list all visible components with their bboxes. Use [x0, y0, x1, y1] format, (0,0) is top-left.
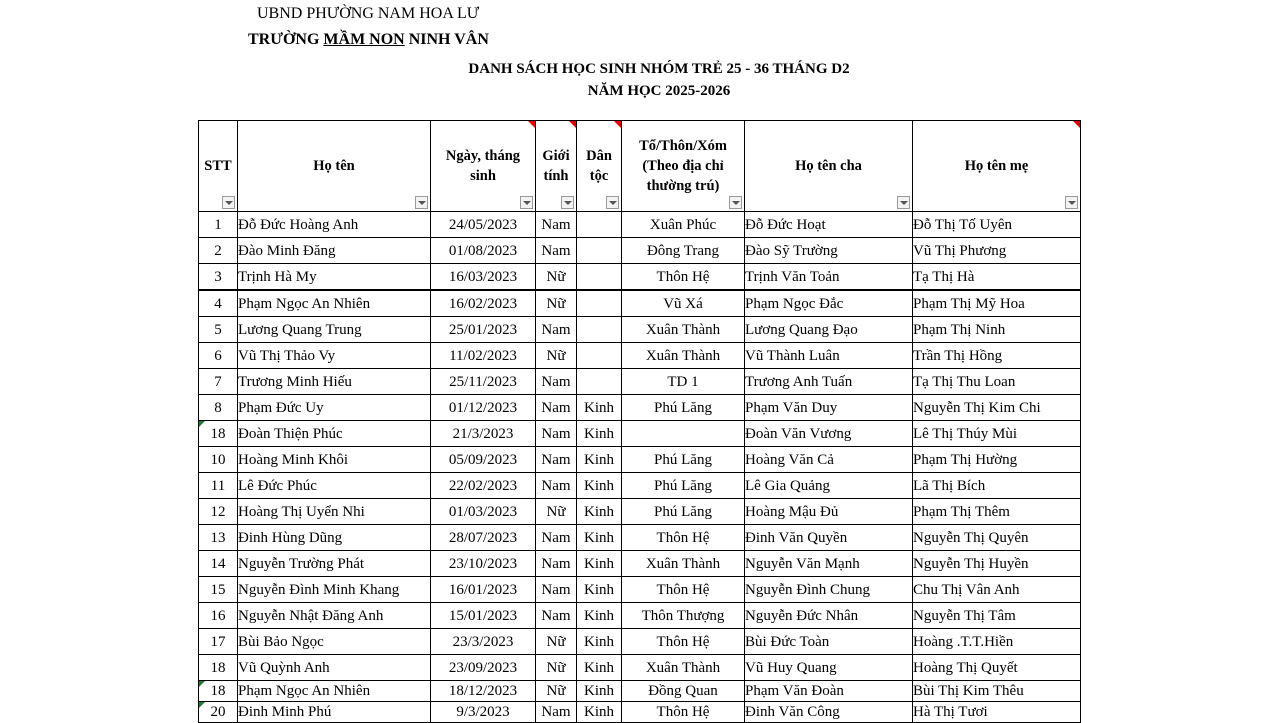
cell-father[interactable]: Đinh Văn Công: [745, 702, 913, 723]
cell-name[interactable]: Nguyễn Nhật Đăng Anh: [238, 603, 431, 629]
col-address: [622, 121, 745, 212]
cell-stt[interactable]: 12: [199, 499, 238, 525]
table-row: [199, 395, 1081, 421]
filter-dropdown-icon[interactable]: [606, 196, 619, 209]
cell-mother[interactable]: Phạm Thị Hường: [913, 447, 1081, 473]
col-stt: [199, 121, 238, 212]
cell-address[interactable]: Phú Lăng: [622, 473, 745, 499]
col-gender-label-2: tính: [543, 168, 569, 184]
cell-ethnic[interactable]: Kinh: [577, 421, 622, 447]
table-body: [199, 212, 1081, 723]
comment-indicator-icon: [614, 121, 621, 128]
cell-father[interactable]: Hoàng Văn Cả: [745, 447, 913, 473]
cell-father[interactable]: Đỗ Đức Hoạt: [745, 212, 913, 238]
cell-stt[interactable]: 1: [199, 212, 238, 238]
cell-stt[interactable]: 18: [199, 421, 238, 447]
cell-gender[interactable]: Nam: [536, 238, 577, 264]
cell-dob[interactable]: 25/01/2023: [431, 317, 536, 343]
cell-stt[interactable]: 13: [199, 525, 238, 551]
filter-dropdown-icon[interactable]: [1065, 196, 1078, 209]
cell-ethnic[interactable]: Kinh: [577, 603, 622, 629]
cell-name[interactable]: Bùi Bảo Ngọc: [238, 629, 431, 655]
cell-ethnic[interactable]: Kinh: [577, 655, 622, 681]
cell-ethnic[interactable]: Kinh: [577, 551, 622, 577]
cell-name[interactable]: Trịnh Hà My: [238, 264, 431, 291]
table-row: [199, 577, 1081, 603]
school-name: [248, 31, 489, 49]
cell-gender[interactable]: Nam: [536, 577, 577, 603]
cell-address[interactable]: Vũ Xá: [622, 290, 745, 317]
cell-address[interactable]: Thôn Hệ: [622, 525, 745, 551]
cell-stt[interactable]: 17: [199, 629, 238, 655]
cell-ethnic[interactable]: Kinh: [577, 525, 622, 551]
cell-address[interactable]: Xuân Phúc: [622, 212, 745, 238]
error-indicator-icon: [199, 702, 205, 708]
cell-stt[interactable]: 15: [199, 577, 238, 603]
cell-gender[interactable]: Nữ: [536, 290, 577, 317]
col-name-label: Họ tên: [313, 158, 355, 174]
cell-dob[interactable]: 05/09/2023: [431, 447, 536, 473]
cell-gender[interactable]: Nam: [536, 447, 577, 473]
cell-father[interactable]: Phạm Văn Đoàn: [745, 681, 913, 702]
cell-father[interactable]: Hoàng Mậu Đủ: [745, 499, 913, 525]
col-ethnic-label-2: tộc: [589, 168, 609, 184]
cell-ethnic[interactable]: Kinh: [577, 577, 622, 603]
table-row: [199, 525, 1081, 551]
cell-mother[interactable]: Nguyễn Thị Quyên: [913, 525, 1081, 551]
filter-dropdown-icon[interactable]: [729, 196, 742, 209]
cell-ethnic[interactable]: [577, 212, 622, 238]
cell-ethnic[interactable]: [577, 290, 622, 317]
cell-father[interactable]: Đoàn Văn Vương: [745, 421, 913, 447]
header-row: [199, 121, 1081, 212]
comment-indicator-icon: [528, 121, 535, 128]
cell-stt[interactable]: 16: [199, 603, 238, 629]
table-row: [199, 447, 1081, 473]
cell-dob[interactable]: 22/02/2023: [431, 473, 536, 499]
filter-dropdown-icon[interactable]: [897, 196, 910, 209]
col-father-label: Họ tên cha: [795, 158, 862, 174]
cell-address[interactable]: Đông Trang: [622, 238, 745, 264]
cell-name[interactable]: Hoàng Minh Khôi: [238, 447, 431, 473]
school-prefix: TRƯỜNG: [248, 31, 324, 48]
cell-mother[interactable]: Đỗ Thị Tố Uyên: [913, 212, 1081, 238]
cell-stt[interactable]: 11: [199, 473, 238, 499]
cell-name[interactable]: Đinh Minh Phú: [238, 702, 431, 723]
cell-address[interactable]: Thôn Thượng: [622, 603, 745, 629]
school-year: NĂM HỌC 2025-2026: [587, 83, 731, 99]
cell-gender[interactable]: Nam: [536, 603, 577, 629]
cell-gender[interactable]: Nam: [536, 525, 577, 551]
cell-name[interactable]: Đào Minh Đăng: [238, 238, 431, 264]
cell-stt[interactable]: 20: [199, 702, 238, 723]
cell-address[interactable]: Xuân Thành: [622, 343, 745, 369]
col-dob-label-2: sinh: [470, 168, 496, 184]
cell-father[interactable]: Trương Anh Tuấn: [745, 369, 913, 395]
table-row: [199, 290, 1081, 317]
table-row: [199, 421, 1081, 447]
error-indicator-icon: [199, 421, 205, 427]
cell-name[interactable]: Đinh Hùng Dũng: [238, 525, 431, 551]
comment-indicator-icon: [569, 121, 576, 128]
table-row: [199, 238, 1081, 264]
org-name: UBND PHƯỜNG NAM HOA LƯ: [257, 5, 480, 22]
cell-address[interactable]: Thôn Hệ: [622, 264, 745, 291]
col-ethnic: [577, 121, 622, 212]
document-title: DANH SÁCH HỌC SINH NHÓM TRẺ 25 - 36 THÁNG D2: [468, 61, 850, 77]
cell-gender[interactable]: Nữ: [536, 681, 577, 702]
cell-mother[interactable]: Nguyễn Thị Huyền: [913, 551, 1081, 577]
cell-dob[interactable]: 16/01/2023: [431, 577, 536, 603]
school-mid: MẦM NON: [323, 31, 405, 48]
cell-address[interactable]: Phú Lăng: [622, 499, 745, 525]
cell-ethnic[interactable]: [577, 264, 622, 291]
cell-mother[interactable]: Tạ Thị Thu Loan: [913, 369, 1081, 395]
cell-dob[interactable]: 23/09/2023: [431, 655, 536, 681]
col-dob-label-1: Ngày, tháng: [445, 148, 521, 164]
cell-gender[interactable]: Nam: [536, 473, 577, 499]
cell-mother[interactable]: Phạm Thị Ninh: [913, 317, 1081, 343]
table-row: [199, 369, 1081, 395]
cell-mother[interactable]: Hoàng .T.T.Hiền: [913, 629, 1081, 655]
table-row: [199, 317, 1081, 343]
cell-name[interactable]: Lương Quang Trung: [238, 317, 431, 343]
cell-father[interactable]: Trịnh Văn Toản: [745, 264, 913, 291]
cell-mother[interactable]: Nguyễn Thị Kim Chi: [913, 395, 1081, 421]
filter-dropdown-icon[interactable]: [520, 196, 533, 209]
cell-gender[interactable]: Nữ: [536, 499, 577, 525]
cell-gender[interactable]: Nam: [536, 702, 577, 723]
cell-name[interactable]: Lê Đức Phúc: [238, 473, 431, 499]
cell-mother[interactable]: Bùi Thị Kim Thêu: [913, 681, 1081, 702]
cell-address[interactable]: [622, 421, 745, 447]
cell-address[interactable]: Thôn Hệ: [622, 702, 745, 723]
table-row: [199, 681, 1081, 702]
cell-stt[interactable]: 4: [199, 290, 238, 317]
cell-name[interactable]: Đỗ Đức Hoàng Anh: [238, 212, 431, 238]
col-address-label-3: thường trú): [646, 178, 720, 194]
cell-father[interactable]: Lê Gia Quảng: [745, 473, 913, 499]
cell-address[interactable]: TD 1: [622, 369, 745, 395]
cell-mother[interactable]: Trần Thị Hồng: [913, 343, 1081, 369]
cell-stt[interactable]: 7: [199, 369, 238, 395]
table-row: [199, 603, 1081, 629]
cell-address[interactable]: Xuân Thành: [622, 551, 745, 577]
cell-stt[interactable]: 10: [199, 447, 238, 473]
cell-father[interactable]: Vũ Thành Luân: [745, 343, 913, 369]
cell-ethnic[interactable]: [577, 238, 622, 264]
cell-dob[interactable]: 16/02/2023: [431, 290, 536, 317]
filter-dropdown-icon[interactable]: [222, 196, 235, 209]
cell-address[interactable]: Phú Lăng: [622, 395, 745, 421]
cell-mother[interactable]: Nguyễn Thị Tâm: [913, 603, 1081, 629]
cell-dob[interactable]: 01/08/2023: [431, 238, 536, 264]
cell-dob[interactable]: 11/02/2023: [431, 343, 536, 369]
table-row: [199, 655, 1081, 681]
cell-father[interactable]: Nguyễn Đình Chung: [745, 577, 913, 603]
col-stt-label: STT: [204, 158, 232, 174]
cell-name[interactable]: Nguyễn Trường Phát: [238, 551, 431, 577]
cell-ethnic[interactable]: Kinh: [577, 681, 622, 702]
cell-father[interactable]: Bùi Đức Toàn: [745, 629, 913, 655]
cell-stt[interactable]: 3: [199, 264, 238, 291]
table-row: [199, 212, 1081, 238]
cell-mother[interactable]: Lê Thị Thúy Mùi: [913, 421, 1081, 447]
table-row: [199, 551, 1081, 577]
cell-stt[interactable]: 8: [199, 395, 238, 421]
cell-ethnic[interactable]: Kinh: [577, 629, 622, 655]
cell-name[interactable]: Hoàng Thị Uyển Nhi: [238, 499, 431, 525]
cell-name[interactable]: Vũ Quỳnh Anh: [238, 655, 431, 681]
cell-name[interactable]: Trương Minh Hiếu: [238, 369, 431, 395]
cell-name[interactable]: Đoàn Thiện Phúc: [238, 421, 431, 447]
cell-dob[interactable]: 15/01/2023: [431, 603, 536, 629]
cell-mother[interactable]: Hà Thị Tươi: [913, 702, 1081, 723]
table-row: [199, 629, 1081, 655]
cell-stt[interactable]: 2: [199, 238, 238, 264]
cell-gender[interactable]: Nam: [536, 212, 577, 238]
col-father: [745, 121, 913, 212]
cell-gender[interactable]: Nữ: [536, 655, 577, 681]
cell-name[interactable]: Vũ Thị Thảo Vy: [238, 343, 431, 369]
col-gender-label-1: Giới: [542, 148, 570, 164]
cell-ethnic[interactable]: [577, 317, 622, 343]
cell-dob[interactable]: 28/07/2023: [431, 525, 536, 551]
cell-gender[interactable]: Nam: [536, 395, 577, 421]
col-address-label-1: Tổ/Thôn/Xóm: [639, 138, 727, 154]
cell-stt[interactable]: 14: [199, 551, 238, 577]
cell-dob[interactable]: 9/3/2023: [431, 702, 536, 723]
cell-address[interactable]: Xuân Thành: [622, 655, 745, 681]
cell-name[interactable]: Phạm Ngọc An Nhiên: [238, 290, 431, 317]
cell-name[interactable]: Nguyễn Đình Minh Khang: [238, 577, 431, 603]
cell-name[interactable]: Phạm Ngọc An Nhiên: [238, 681, 431, 702]
cell-gender[interactable]: Nam: [536, 317, 577, 343]
cell-gender[interactable]: Nữ: [536, 629, 577, 655]
cell-ethnic[interactable]: Kinh: [577, 395, 622, 421]
cell-father[interactable]: Nguyễn Văn Mạnh: [745, 551, 913, 577]
cell-address[interactable]: Phú Lăng: [622, 447, 745, 473]
cell-dob[interactable]: 16/03/2023: [431, 264, 536, 291]
comment-indicator-icon: [1073, 121, 1080, 128]
cell-mother[interactable]: Vũ Thị Phương: [913, 238, 1081, 264]
school-suffix: NINH VÂN: [404, 31, 489, 48]
cell-dob[interactable]: 23/10/2023: [431, 551, 536, 577]
cell-father[interactable]: Phạm Văn Duy: [745, 395, 913, 421]
cell-address[interactable]: Đồng Quan: [622, 681, 745, 702]
cell-dob[interactable]: 01/12/2023: [431, 395, 536, 421]
cell-dob[interactable]: 23/3/2023: [431, 629, 536, 655]
col-name: [238, 121, 431, 212]
cell-gender[interactable]: Nam: [536, 369, 577, 395]
cell-father[interactable]: Đinh Văn Quyền: [745, 525, 913, 551]
filter-dropdown-icon[interactable]: [415, 196, 428, 209]
table-row: [199, 264, 1081, 291]
cell-stt[interactable]: 5: [199, 317, 238, 343]
col-dob: [431, 121, 536, 212]
cell-dob[interactable]: 24/05/2023: [431, 212, 536, 238]
cell-stt[interactable]: 18: [199, 681, 238, 702]
cell-ethnic[interactable]: Kinh: [577, 473, 622, 499]
cell-father[interactable]: Đào Sỹ Trường: [745, 238, 913, 264]
cell-gender[interactable]: Nữ: [536, 264, 577, 291]
cell-father[interactable]: Nguyễn Đức Nhân: [745, 603, 913, 629]
table-row: [199, 702, 1081, 723]
cell-dob[interactable]: 01/03/2023: [431, 499, 536, 525]
cell-address[interactable]: Xuân Thành: [622, 317, 745, 343]
col-gender: [536, 121, 577, 212]
cell-stt[interactable]: 18: [199, 655, 238, 681]
cell-ethnic[interactable]: Kinh: [577, 702, 622, 723]
cell-father[interactable]: Lương Quang Đạo: [745, 317, 913, 343]
col-mother: [913, 121, 1081, 212]
col-mother-label: Họ tên mẹ: [964, 158, 1029, 174]
cell-address[interactable]: Thôn Hệ: [622, 577, 745, 603]
cell-dob[interactable]: 18/12/2023: [431, 681, 536, 702]
cell-gender[interactable]: Nữ: [536, 343, 577, 369]
col-address-label-2: (Theo địa chỉ: [642, 158, 724, 174]
cell-father[interactable]: Phạm Ngọc Đắc: [745, 290, 913, 317]
cell-mother[interactable]: Lã Thị Bích: [913, 473, 1081, 499]
student-table: [198, 120, 1081, 723]
filter-dropdown-icon[interactable]: [561, 196, 574, 209]
cell-mother[interactable]: Phạm Thị Mỹ Hoa: [913, 290, 1081, 317]
cell-ethnic[interactable]: [577, 343, 622, 369]
cell-stt[interactable]: 6: [199, 343, 238, 369]
cell-mother[interactable]: Chu Thị Vân Anh: [913, 577, 1081, 603]
cell-mother[interactable]: Tạ Thị Hà: [913, 264, 1081, 291]
cell-ethnic[interactable]: Kinh: [577, 499, 622, 525]
cell-mother[interactable]: Hoàng Thị Quyết: [913, 655, 1081, 681]
cell-address[interactable]: Thôn Hệ: [622, 629, 745, 655]
table-row: [199, 343, 1081, 369]
table-row: [199, 473, 1081, 499]
error-indicator-icon: [199, 681, 205, 687]
cell-gender[interactable]: Nam: [536, 551, 577, 577]
cell-name[interactable]: Phạm Đức Uy: [238, 395, 431, 421]
cell-father[interactable]: Vũ Huy Quang: [745, 655, 913, 681]
cell-dob[interactable]: 21/3/2023: [431, 421, 536, 447]
cell-dob[interactable]: 25/11/2023: [431, 369, 536, 395]
table-row: [199, 499, 1081, 525]
cell-ethnic[interactable]: [577, 369, 622, 395]
cell-gender[interactable]: Nam: [536, 421, 577, 447]
cell-mother[interactable]: Phạm Thị Thêm: [913, 499, 1081, 525]
cell-ethnic[interactable]: Kinh: [577, 447, 622, 473]
col-ethnic-label-1: Dân: [586, 148, 612, 164]
